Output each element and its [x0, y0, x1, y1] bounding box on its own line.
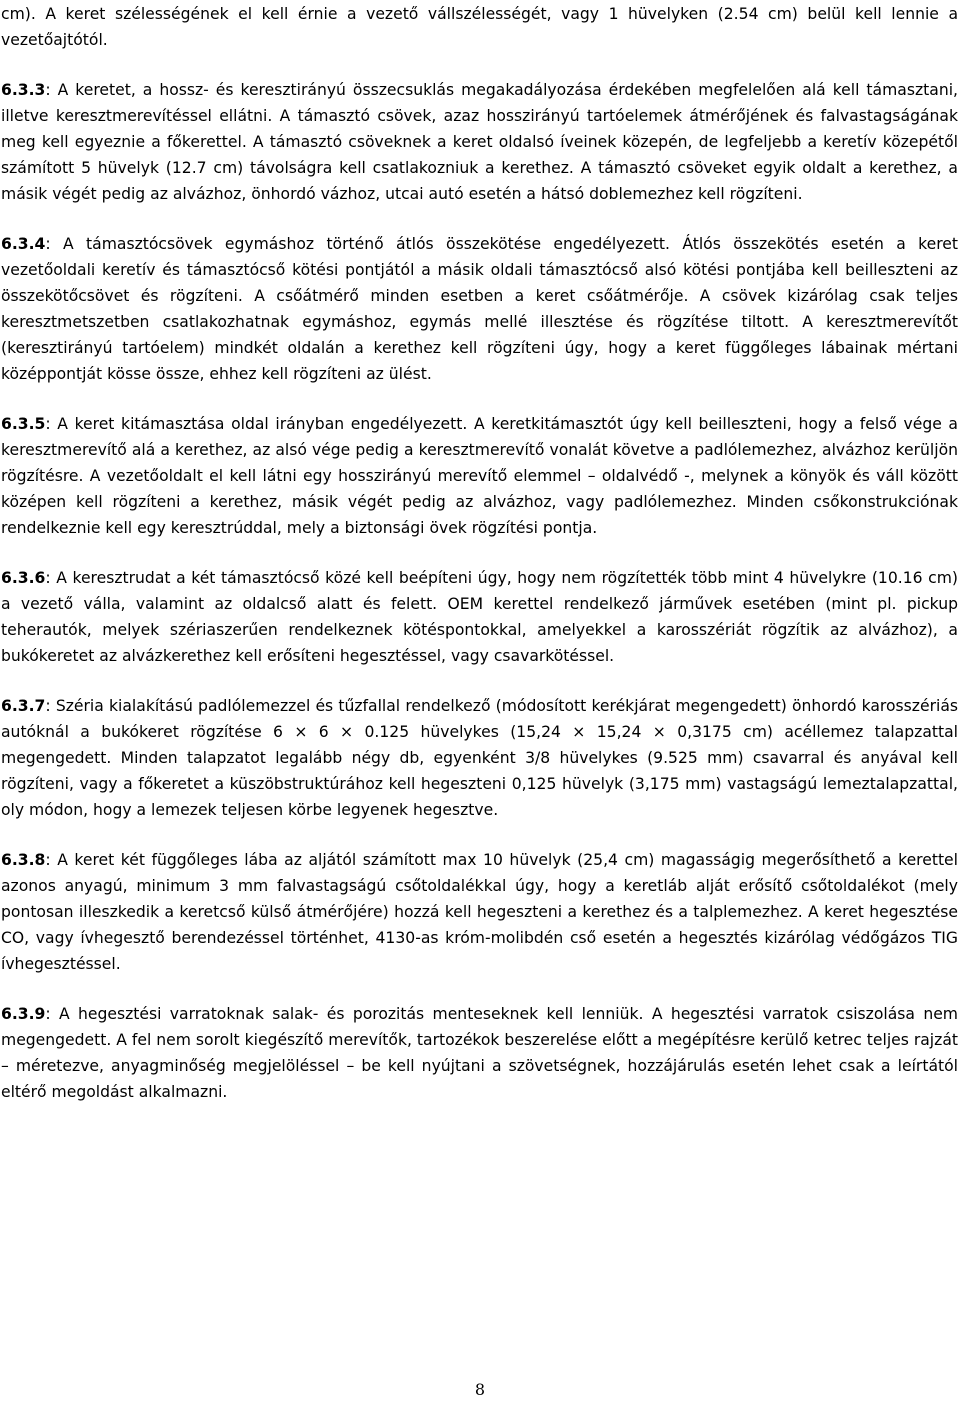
paragraph-number: 6.3.5: [1, 415, 46, 433]
paragraph-text: : A keret két függőleges lába az aljától számított max 10 hüvelyk (25,4 cm) magasságig megerősíthető a kerettel azonos anyagú, minimum 3 mm falvastagságú csőtoldalékkal úgy, hogy a keretláb alját erősítő csőtoldalékot (mely pontosan illeszkedik a keretcső külső átmérőjére) hozzá kell hegeszteni a kerethez és a talplemezhez. A keret hegesztése CO, vagy ívhegesztő berendezéssel történhet, 4130-as króm-molibdén cső esetén a hegesztés kizárólag védőgázos TIG ívhegesztéssel.: [1, 851, 958, 973]
page-number: 8: [474, 1380, 486, 1399]
paragraph-6-3-9: [1, 1001, 958, 1105]
paragraph-6-3-5: [1, 411, 958, 541]
paragraph-number: 6.3.9: [1, 1005, 46, 1023]
paragraph-number: 6.3.7: [1, 697, 46, 715]
paragraph-6-3-6: [1, 565, 958, 669]
paragraph-number: 6.3.8: [1, 851, 46, 869]
paragraph-6-3-3: [1, 77, 958, 207]
paragraph-continuation: [1, 1, 958, 53]
paragraph-text: : A támasztócsövek egymáshoz történő átlós összekötése engedélyezett. Átlós összekötés esetén a keret vezetőoldali keretív és támasztócső kötési pontjától a másik oldali támasztócső alsó kötési pontjába kell beilleszteni az összekötőcsövet és rögzíteni. A csőátmérő minden esetben a keret csőátmérője. A csövek kizárólag csak teljes keresztmetszetben csatlakozhatnak egymáshoz, egymás mellé illesztése és rögzítése tiltott. A keresztmerevítőt (keresztirányú tartóelem) mindkét oldalán a kerethez kell rögzíteni úgy, hogy a keret függőleges lábainak mértani középpontját kösse össze, ehhez kell rögzíteni az ülést.: [1, 235, 958, 383]
paragraph-text: : A hegesztési varratoknak salak- és porozitás menteseknek kell lenniük. A hegesztési varratok csiszolása nem megengedett. A fel nem sorolt kiegészítő merevítők, tartozékok beszerelése előtt a megépítésre kerülő ketrec teljes rajzát – méretezve, anyagminőség megjelöléssel – be kell nyújtani a szövetségnek, hozzájárulás esetén lehet csak a leírtától eltérő megoldást alkalmazni.: [1, 1005, 958, 1101]
paragraph-6-3-8: [1, 847, 958, 977]
paragraph-text: : A keret kitámasztása oldal irányban engedélyezett. A keretkitámasztót úgy kell beilleszteni, hogy a felső vége a keresztmerevítő alá a kerethez, az alsó vége pedig a keresztmerevítő vonalát követve a padlólemezhez, alvázhoz kerüljön rögzítésre. A vezetőoldalt el kell látni egy hosszirányú merevítő elemmel – oldalvédő -, melynek a könyök és váll között középen kell rögzíteni a kerethez, másik végét pedig az alvázhoz, vagy padlólemezhez. Minden csőkonstrukciónak rendelkeznie kell egy keresztrúddal, mely a biztonsági övek rögzítési pontja.: [1, 415, 958, 537]
paragraph-text: : Széria kialakítású padlólemezzel és tűzfallal rendelkező (módosított kerékjárat megengedett) önhordó karosszériás autóknál a bukókeret rögzítése 6 × 6 × 0.125 hüvelykes (15,24 × 15,24 × 0,3175 cm) acéllemez talapzattal megengedett. Minden talapzatot legalább négy db, egyenként 3/8 hüvelykes (9.525 mm) csavarral és anyával kell rögzíteni, vagy a főkeretet a küszöbstruktúrához kell hegeszteni 0,125 hüvelyk (3,175 mm) vastagságú lemeztalapzattal, oly módon, hogy a lemezek teljesen körbe legyenek hegesztve.: [1, 697, 958, 819]
document-body: [1, 0, 958, 1129]
paragraph-text: : A keresztrudat a két támasztócső közé kell beépíteni úgy, hogy nem rögzítették több mint 4 hüvelykre (10.16 cm) a vezető válla, valamint az oldalcső alatt és felett. OEM kerettel rendelkező járművek esetében (mint pl. pickup teherautók, melyek szériaszerűen rendelkeznek kötéspontokkal, amelyekkel a karosszériát rögzítik az alvázhoz), a bukókeretet az alvázkerethez kell erősíteni hegesztéssel, vagy csavarkötéssel.: [1, 569, 958, 665]
paragraph-text: cm). A keret szélességének el kell érnie a vezető vállszélességét, vagy 1 hüvelyken (2.54 cm) belül kell lennie a vezetőajtótól.: [1, 5, 958, 49]
paragraph-number: 6.3.3: [1, 81, 46, 99]
paragraph-6-3-7: [1, 693, 958, 823]
paragraph-number: 6.3.6: [1, 569, 46, 587]
paragraph-6-3-4: [1, 231, 958, 387]
paragraph-text: : A keretet, a hossz- és keresztirányú összecsuklás megakadályozása érdekében megfelelően alá kell támasztani, illetve keresztmerevítéssel ellátni. A támasztó csövek, azaz hosszirányú tartóelemek átmérőjének és falvastagságának meg kell egyeznie a főkerettel. A támasztó csöveknek a keret oldalsó íveinek közepén, de legfeljebb a keretív közepétől számított 5 hüvelyk (12.7 cm) távolságra kell csatlakozniuk a kerethez. A támasztó csöveket egyik oldalt a kerethez, a másik végét pedig az alvázhoz, önhordó vázhoz, utcai autó esetén a hátsó doblemezhez kell rögzíteni.: [1, 81, 958, 203]
paragraph-number: 6.3.4: [1, 235, 46, 253]
